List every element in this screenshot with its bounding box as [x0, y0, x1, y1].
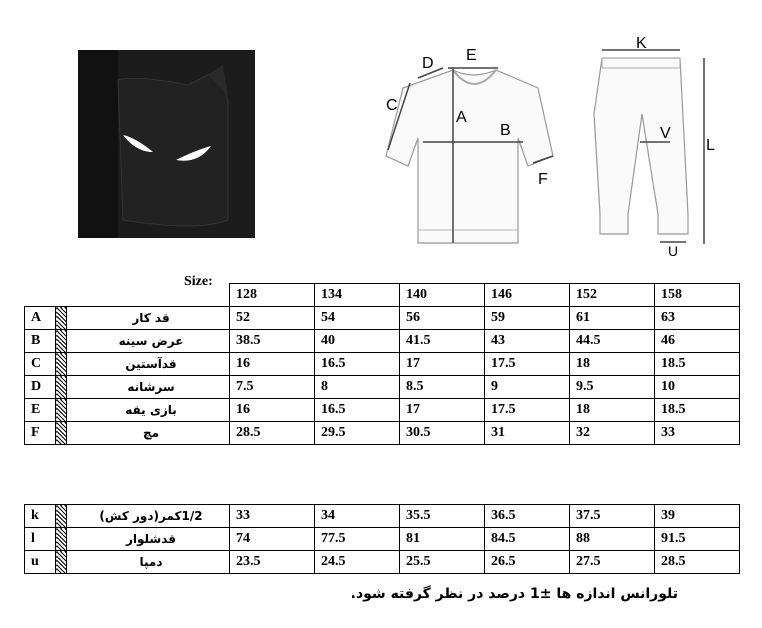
value-cell: 52 [230, 307, 315, 330]
value-cell: 33 [655, 422, 740, 445]
label-c: C [386, 97, 398, 114]
value-cell: 88 [570, 528, 655, 551]
row-name: عرض سینه [67, 330, 230, 353]
size-cell: 128 [230, 284, 315, 307]
label-b: B [500, 122, 511, 139]
row-name: قد کار [67, 307, 230, 330]
value-cell: 32 [570, 422, 655, 445]
value-cell: 74 [230, 528, 315, 551]
row-name: بازی یقه [67, 399, 230, 422]
value-cell: 34 [315, 505, 400, 528]
row-name: دمپا [67, 551, 230, 574]
value-cell: 44.5 [570, 330, 655, 353]
table-row [25, 353, 740, 376]
value-cell: 41.5 [400, 330, 485, 353]
value-cell: 17.5 [485, 399, 570, 422]
size-table-top [24, 283, 740, 445]
value-cell: 43 [485, 330, 570, 353]
table-row [25, 551, 740, 574]
value-cell: 8.5 [400, 376, 485, 399]
value-cell: 54 [315, 307, 400, 330]
size-cell: 134 [315, 284, 400, 307]
value-cell: 16 [230, 399, 315, 422]
value-cell: 81 [400, 528, 485, 551]
value-cell: 18.5 [655, 399, 740, 422]
value-cell: 24.5 [315, 551, 400, 574]
shirt-diagram [378, 38, 568, 250]
value-cell: 25.5 [400, 551, 485, 574]
table-row [25, 307, 740, 330]
row-code: k [25, 505, 56, 528]
value-cell: 28.5 [230, 422, 315, 445]
value-cell: 30.5 [400, 422, 485, 445]
value-cell: 16.5 [315, 353, 400, 376]
value-cell: 16 [230, 353, 315, 376]
row-divider [56, 399, 67, 422]
row-divider [56, 353, 67, 376]
value-cell: 33 [230, 505, 315, 528]
value-cell: 8 [315, 376, 400, 399]
value-cell: 10 [655, 376, 740, 399]
table-row [25, 399, 740, 422]
value-cell: 29.5 [315, 422, 400, 445]
value-cell: 91.5 [655, 528, 740, 551]
product-photo [78, 50, 255, 238]
size-cell: 158 [655, 284, 740, 307]
label-a: A [456, 109, 467, 126]
size-cell: 152 [570, 284, 655, 307]
value-cell: 9 [485, 376, 570, 399]
row-code: u [25, 551, 56, 574]
value-cell: 18.5 [655, 353, 740, 376]
row-name: قدآستین [67, 353, 230, 376]
row-divider [56, 505, 67, 528]
row-name: مچ [67, 422, 230, 445]
table-row [25, 376, 740, 399]
value-cell: 26.5 [485, 551, 570, 574]
value-cell: 56 [400, 307, 485, 330]
label-d: D [422, 55, 434, 72]
value-cell: 31 [485, 422, 570, 445]
value-cell: 59 [485, 307, 570, 330]
value-cell: 17 [400, 353, 485, 376]
value-cell: 18 [570, 399, 655, 422]
size-table-bottom [24, 504, 740, 574]
row-divider [56, 376, 67, 399]
row-code: B [25, 330, 56, 353]
table-row [25, 422, 740, 445]
label-f: F [538, 171, 548, 188]
row-divider [56, 307, 67, 330]
value-cell: 17 [400, 399, 485, 422]
value-cell: 28.5 [655, 551, 740, 574]
row-name: سرشانه [67, 376, 230, 399]
row-code: l [25, 528, 56, 551]
table-row [25, 505, 740, 528]
row-divider [56, 330, 67, 353]
value-cell: 7.5 [230, 376, 315, 399]
label-v: V [660, 125, 671, 142]
value-cell: 46 [655, 330, 740, 353]
value-cell: 61 [570, 307, 655, 330]
size-cell: 140 [400, 284, 485, 307]
size-label: Size: [184, 274, 213, 289]
value-cell: 38.5 [230, 330, 315, 353]
row-code: A [25, 307, 56, 330]
value-cell: 36.5 [485, 505, 570, 528]
label-u: U [668, 243, 679, 259]
tolerance-note: تلورانس اندازه ها ±1 درصد در نظر گرفته شود. [350, 586, 678, 602]
row-code: C [25, 353, 56, 376]
value-cell: 23.5 [230, 551, 315, 574]
label-l: L [706, 137, 715, 154]
value-cell: 35.5 [400, 505, 485, 528]
value-cell: 84.5 [485, 528, 570, 551]
row-divider [56, 422, 67, 445]
row-code: D [25, 376, 56, 399]
row-divider [56, 528, 67, 551]
value-cell: 39 [655, 505, 740, 528]
value-cell: 18 [570, 353, 655, 376]
size-header-row [25, 284, 740, 307]
row-name: قدشلوار [67, 528, 230, 551]
value-cell: 17.5 [485, 353, 570, 376]
table-row [25, 330, 740, 353]
value-cell: 63 [655, 307, 740, 330]
value-cell: 27.5 [570, 551, 655, 574]
value-cell: 77.5 [315, 528, 400, 551]
value-cell: 40 [315, 330, 400, 353]
value-cell: 37.5 [570, 505, 655, 528]
row-name: 1/2کمر(دور کش) [67, 505, 230, 528]
pants-diagram [588, 34, 728, 260]
label-e: E [466, 47, 477, 64]
value-cell: 16.5 [315, 399, 400, 422]
size-cell: 146 [485, 284, 570, 307]
table-row [25, 528, 740, 551]
row-code: F [25, 422, 56, 445]
row-divider [56, 551, 67, 574]
label-k: K [636, 35, 647, 52]
row-code: E [25, 399, 56, 422]
value-cell: 9.5 [570, 376, 655, 399]
